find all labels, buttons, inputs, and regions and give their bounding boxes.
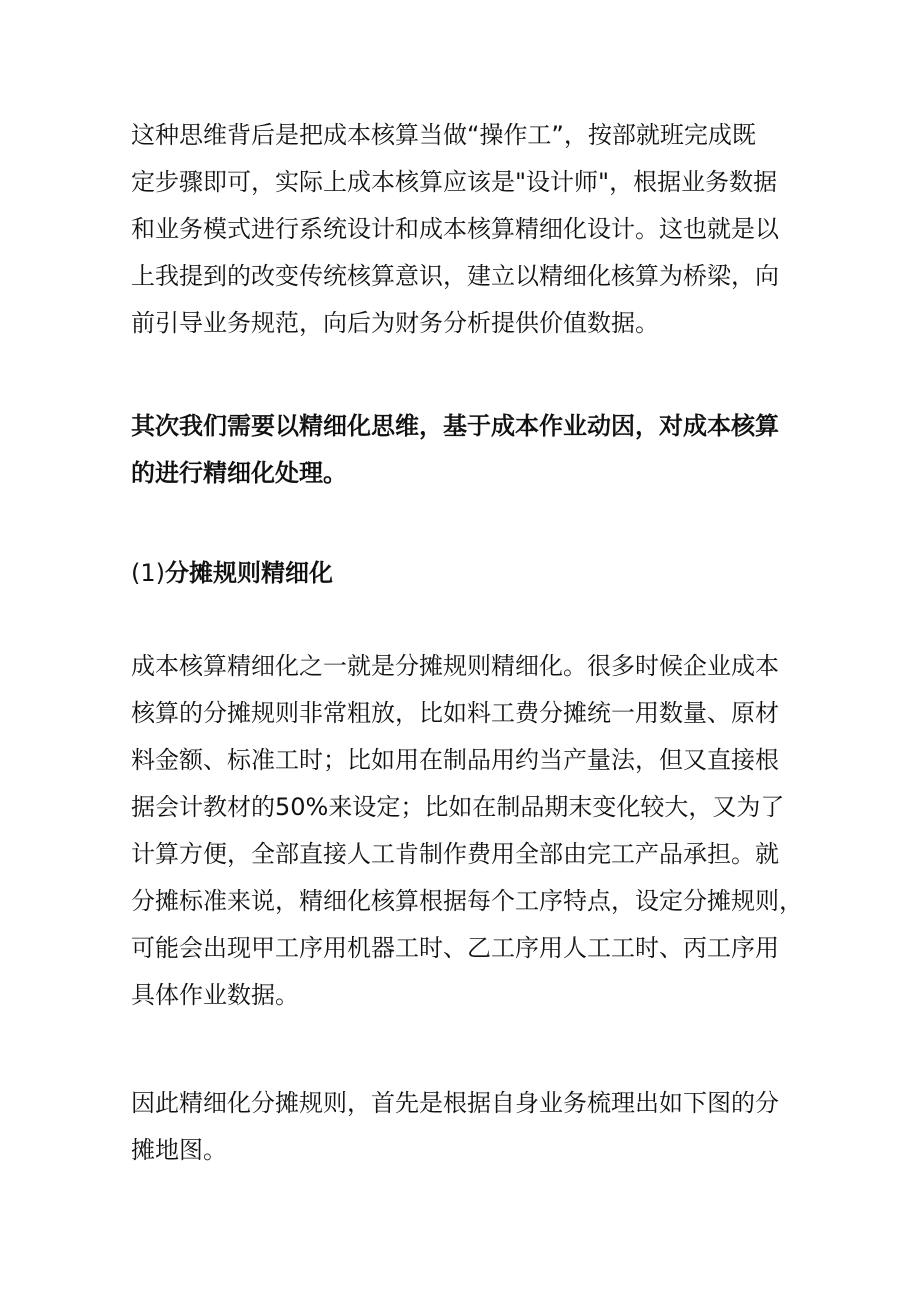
subheading-allocation-rules — [131, 550, 801, 597]
text-line: 和业务模式进行系统设计和成本核算精细化设计。这也就是以 — [131, 215, 779, 243]
subheading-line — [131, 550, 801, 597]
paragraph-allocation-details — [131, 643, 801, 1019]
text-line: 核算的分摊规则非常粗放，比如料工费分摊统一用数量、原材 — [131, 699, 779, 727]
text-line: 据会计教材的50%来设定；比如在制品期末变化较大，又为了 — [131, 793, 785, 821]
subheading-number: (1) — [131, 559, 165, 587]
text-line: 计算方便，全部直接人工肯制作费用全部由完工产品承担。就 — [131, 840, 779, 868]
text-line: 定步骤即可，实际上成本核算应该是"设计师"，根据业务数据 — [131, 168, 778, 196]
text-line: 因此精细化分摊规则，首先是根据自身业务梳理出如下图的分 — [131, 1089, 779, 1117]
heading-line: 其次我们需要以精细化思维，基于成本作业动因，对成本核算 — [131, 412, 779, 440]
heading-line: 的进行精细化处理。 — [131, 459, 347, 487]
text-line: 具体作业数据。 — [131, 981, 299, 1009]
text-line: 料金额、标准工时；比如用在制品用约当产量法，但又直接根 — [131, 746, 779, 774]
text-line: 上我提到的改变传统核算意识，建立以精细化核算为桥梁，向 — [131, 262, 779, 290]
section-heading — [131, 403, 801, 497]
text-line: 摊地图。 — [131, 1136, 227, 1164]
text-line: 前引导业务规范，向后为财务分析提供价值数据。 — [131, 309, 659, 337]
text-line: 这种思维背后是把成本核算当做“操作工”，按部就班完成既 — [131, 121, 756, 149]
text-line: 分摊标准来说，精细化核算根据每个工序特点，设定分摊规则， — [131, 887, 803, 915]
paragraph-allocation-map — [131, 1080, 801, 1174]
paragraph-cost-accounting-mindset — [131, 112, 801, 347]
subheading-title: 分摊规则精细化 — [165, 559, 333, 587]
text-line: 可能会出现甲工序用机器工时、乙工序用人工工时、丙工序用 — [131, 934, 779, 962]
text-line: 成本核算精细化之一就是分摊规则精细化。很多时候企业成本 — [131, 652, 779, 680]
